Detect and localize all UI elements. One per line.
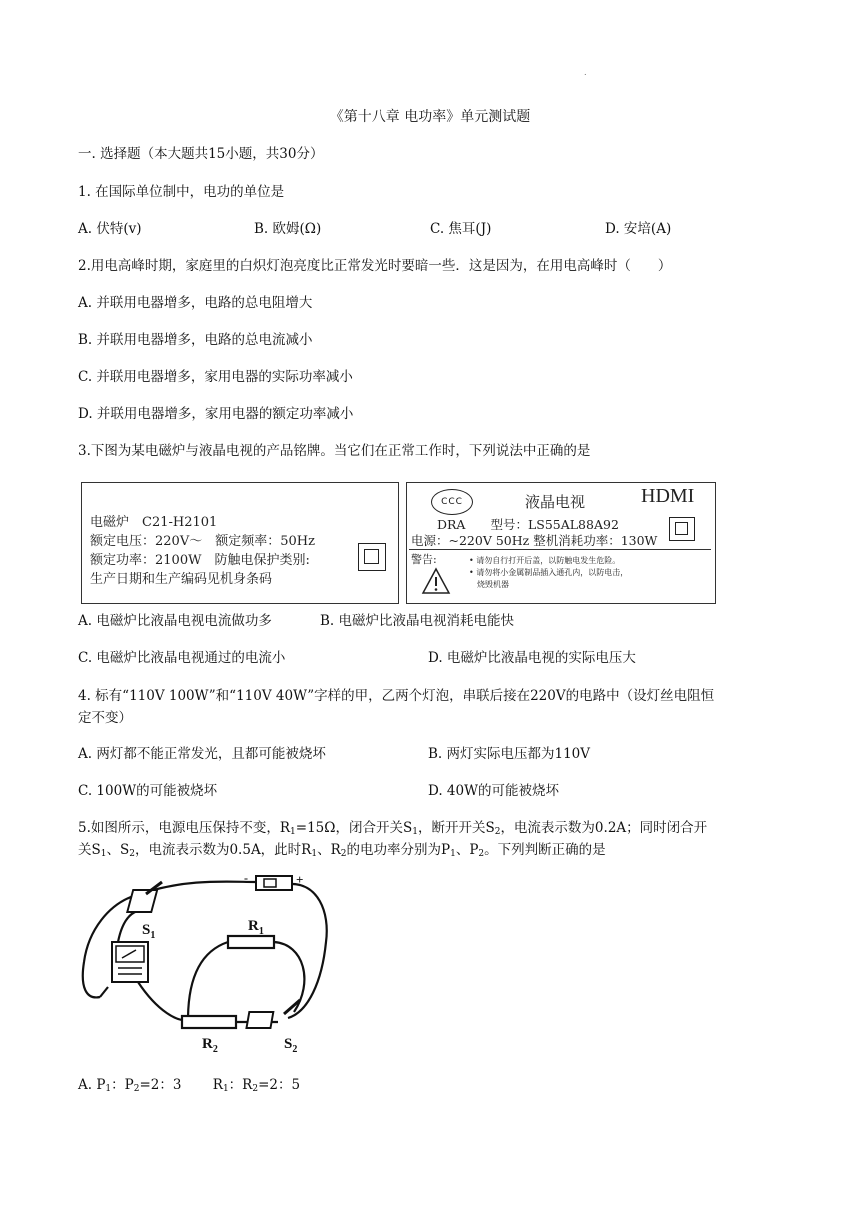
plate1-line1: 电磁炉 C21-H2101: [90, 515, 218, 530]
section-heading: 一. 选择题（本大题共15小题，共30分）: [78, 146, 324, 162]
tv-model: DRA 型号：LS55AL88A92: [437, 517, 619, 532]
r1-label: $R_1$: [248, 918, 264, 937]
tv-warning-2: • 请勿将小金属制品插入通孔内，以防电击，: [469, 568, 629, 577]
q1-option-d: D. 安培(A): [605, 221, 672, 237]
plate1-line2: 额定电压：220V～ 额定频率：50Hz: [90, 534, 315, 549]
q2-option-c: C. 并联用电器增多，家用电器的实际功率减小: [78, 369, 353, 385]
q4-option-c: C. 100W的可能被烧坏: [78, 783, 218, 799]
q4-stem-line1: 4. 标有“110V 100W”和“110V 40W”字样的甲，乙两个灯泡，串联后接在220V的电路中（设灯丝电阻恒: [78, 688, 715, 704]
ccc-logo-icon: CCC: [431, 489, 473, 515]
tv-warning-label: 警告:: [411, 553, 437, 566]
q4-option-b: B. 两灯实际电压都为110V: [428, 746, 591, 762]
hdmi-label: HDMI: [641, 485, 695, 507]
q2-option-d: D. 并联用电器增多，家用电器的额定功率减小: [78, 406, 354, 422]
q2-option-b: B. 并联用电器增多，电路的总电流减小: [78, 332, 313, 348]
q3-option-b: B. 电磁炉比液晶电视消耗电能快: [320, 613, 515, 629]
battery-minus: -: [244, 872, 248, 885]
q5-stem-line1: 5.如图所示，电源电压保持不变，$R_1=15\Omega$，闭合开关$S_1$，断开开关$S_2$，电流表示数为0.2A；同时闭合开: [78, 820, 708, 837]
induction-cooker-nameplate: [81, 482, 399, 604]
plate1-line3: 额定功率：2100W 防触电保护类别:: [90, 553, 310, 568]
q1-option-a: A. 伏特(v): [78, 221, 142, 237]
q1-option-b: B. 欧姆(Ω): [254, 221, 322, 237]
q2-stem: 2.用电高峰时期，家庭里的白炽灯泡亮度比正常发光时要暗一些．这是因为，在用电高峰时（ ）: [78, 258, 672, 274]
q4-option-d: D. 40W的可能被烧坏: [428, 783, 559, 799]
q5-option-a: A. $P_1$：$P_2=2$：3 $R_1$：$R_2=2$：5: [78, 1077, 301, 1094]
q4-option-a: A. 两灯都不能正常发光，且都可能被烧坏: [78, 746, 326, 762]
s2-label: $S_2$: [284, 1036, 298, 1055]
double-insulation-icon: [358, 543, 386, 571]
q2-option-a: A. 并联用电器增多，电路的总电阻增大: [78, 295, 313, 311]
q3-option-a: A. 电磁炉比液晶电视电流做功多: [78, 613, 272, 629]
q3-option-d: D. 电磁炉比液晶电视的实际电压大: [428, 650, 636, 666]
q1-option-c: C. 焦耳(J): [430, 221, 492, 237]
double-insulation-icon: [669, 517, 695, 541]
plate1-line4: 生产日期和生产编码见机身条码: [90, 572, 273, 587]
page-title: 《第十八章 电功率》单元测试题: [329, 109, 531, 125]
warning-triangle-icon: [421, 567, 451, 595]
lcd-tv-nameplate: [406, 482, 716, 604]
q1-stem: 1. 在国际单位制中，电功的单位是: [78, 184, 285, 200]
r2-label: $R_2$: [202, 1036, 218, 1055]
q5-stem-line2: 关$S_1$、$S_2$，电流表示数为0.5A，此时$R_1$、$R_2$的电功率分别为$P_1$、$P_2$。下列判断正确的是: [78, 842, 606, 859]
header-dot: .: [584, 68, 587, 77]
tv-warning-1: • 请勿自行打开后盖，以防触电发生危险。: [469, 556, 621, 565]
tv-title: 液晶电视: [525, 493, 586, 511]
q3-stem: 3.下图为某电磁炉与液晶电视的产品铭牌。当它们在正常工作时，下列说法中正确的是: [78, 443, 591, 459]
tv-power: 电源：~220V 50Hz 整机消耗功率：130W: [411, 533, 658, 548]
q3-option-c: C. 电磁炉比液晶电视通过的电流小: [78, 650, 286, 666]
circuit-diagram: [78, 872, 338, 1058]
q4-stem-line2: 定不变）: [78, 710, 132, 726]
s1-label: $S_1$: [142, 922, 156, 941]
battery-plus: +: [296, 872, 304, 887]
tv-warning-3: 烧毁机器: [477, 580, 509, 589]
